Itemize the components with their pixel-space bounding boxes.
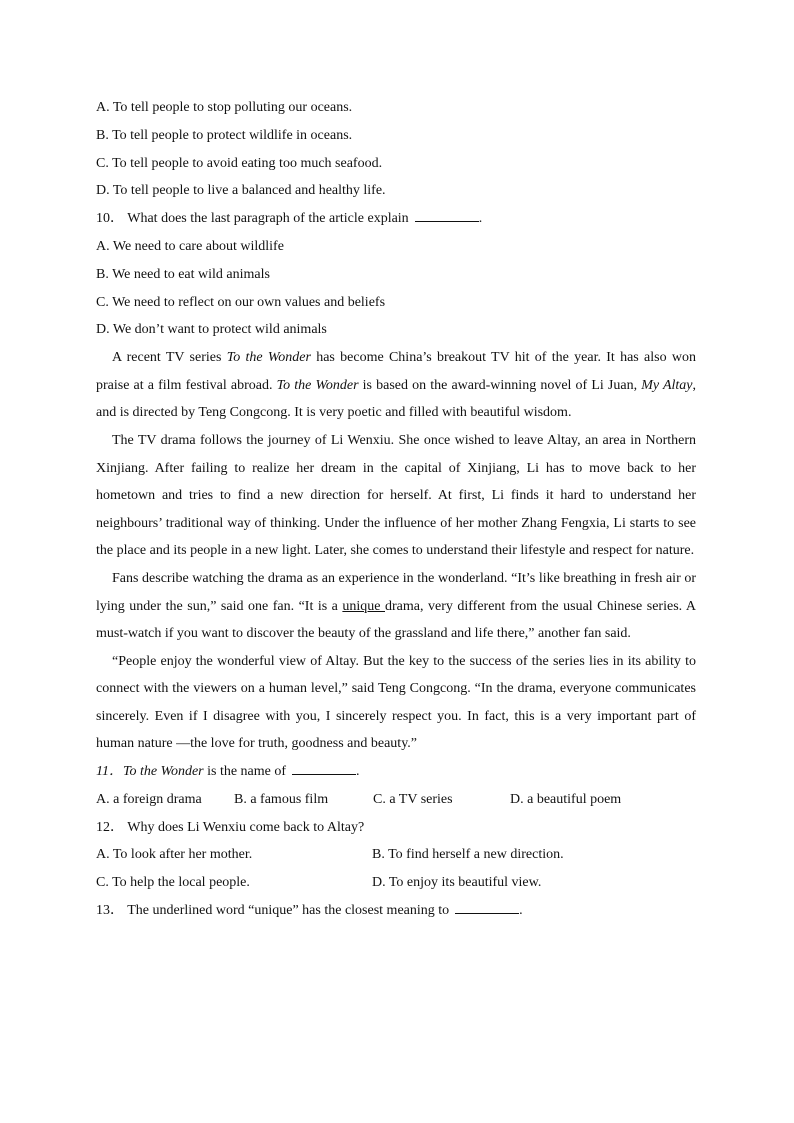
- question-10-stem: 10． What does the last paragraph of the article explain: [96, 211, 409, 227]
- passage-paragraph-2: The TV drama follows the journey of Li Wenxiu. She once wished to leave Altay, an area in Northern Xinjiang. After failing to realize her dream in the capital of Xinjiang, Li has to move back to her hometown and tries to find a new direction for herself. At first, Li finds it hard to understand her neighbours’ traditional way of thinking. Under the influence of her mother Zhang Fengxia, Li starts to see the place and its people in a new light. Later, she comes to understand their lifestyle and respect for nature.: [96, 432, 696, 559]
- passage-paragraph-1: A recent TV series To the Wonder has become China’s breakout TV hit of the year. It has also won praise at a film festival abroad. To the Wonder is based on the award-winning novel of Li Juan, My Altay, and is directed by Teng Congcong. It is very poetic and filled with beautiful wisdom.: [96, 350, 696, 421]
- q12-option-b: B. To find herself a new direction.: [372, 847, 564, 863]
- question-13: 13． The underlined word “unique” has the closest meaning to .: [96, 897, 696, 925]
- q9-option-d: D. To tell people to live a balanced and healthy life.: [96, 183, 386, 199]
- q10-option-d: D. We don’t want to protect wild animals: [96, 322, 327, 338]
- question-11: 11．To the Wonder is the name of .: [96, 758, 696, 786]
- novel-title: My Altay: [641, 377, 693, 393]
- q12-options-row-2: [96, 869, 696, 897]
- show-title: To the Wonder: [226, 350, 311, 366]
- q9-option-b: B. To tell people to protect wildlife in oceans.: [96, 127, 353, 143]
- q12-option-c: C. To help the local people.: [96, 875, 250, 891]
- question-13-stem: 13． The underlined word “unique” has the closest meaning to: [96, 903, 450, 919]
- q12-option-a: A. To look after her mother.: [96, 847, 253, 863]
- document-page: [96, 94, 696, 925]
- answer-blank: [292, 760, 356, 775]
- show-title: To the Wonder: [276, 377, 359, 393]
- q10-option-a: A. We need to care about wildlife: [96, 238, 284, 254]
- underlined-word: unique: [342, 598, 385, 614]
- q12-options-row-1: [96, 841, 696, 869]
- q9-option-c: C. To tell people to avoid eating too much seafood.: [96, 155, 383, 171]
- answer-blank: [455, 899, 519, 914]
- question-11-stem: 11．To the Wonder: [96, 764, 204, 780]
- q11-option-b: B. a famous film: [234, 791, 329, 807]
- question-12: 12． Why does Li Wenxiu come back to Altay?: [96, 819, 365, 835]
- q11-option-d: D. a beautiful poem: [510, 791, 622, 807]
- passage-paragraph-3: Fans describe watching the drama as an experience in the wonderland. “It’s like breathing in fresh air or lying under the sun,” said one fan. “It is a unique drama, very different from the usual Chinese series. A must-watch if you want to discover the beauty of the grassland and life there,” another fan said.: [96, 570, 696, 642]
- q10-option-c: C. We need to reflect on our own values and beliefs: [96, 294, 386, 310]
- answer-blank: [415, 207, 479, 222]
- q9-option-a: A. To tell people to stop polluting our oceans.: [96, 100, 353, 115]
- q10-option-b: B. We need to eat wild animals: [96, 266, 270, 282]
- q11-options: [96, 786, 696, 814]
- q11-option-c: C. a TV series: [373, 791, 453, 807]
- passage-paragraph-4: “People enjoy the wonderful view of Altay. But the key to the success of the series lies in its ability to connect with the viewers on a human level,” said Teng Congcong. “In the drama, everyone communicates sincerely. Even if I disagree with you, I sincerely respect you. In fact, this is a very important part of human nature —the love for truth, goodness and beauty.”: [96, 653, 696, 752]
- q12-option-d: D. To enjoy its beautiful view.: [372, 875, 542, 891]
- q11-option-a: A. a foreign drama: [96, 791, 202, 807]
- question-10: 10． What does the last paragraph of the article explain .: [96, 205, 696, 233]
